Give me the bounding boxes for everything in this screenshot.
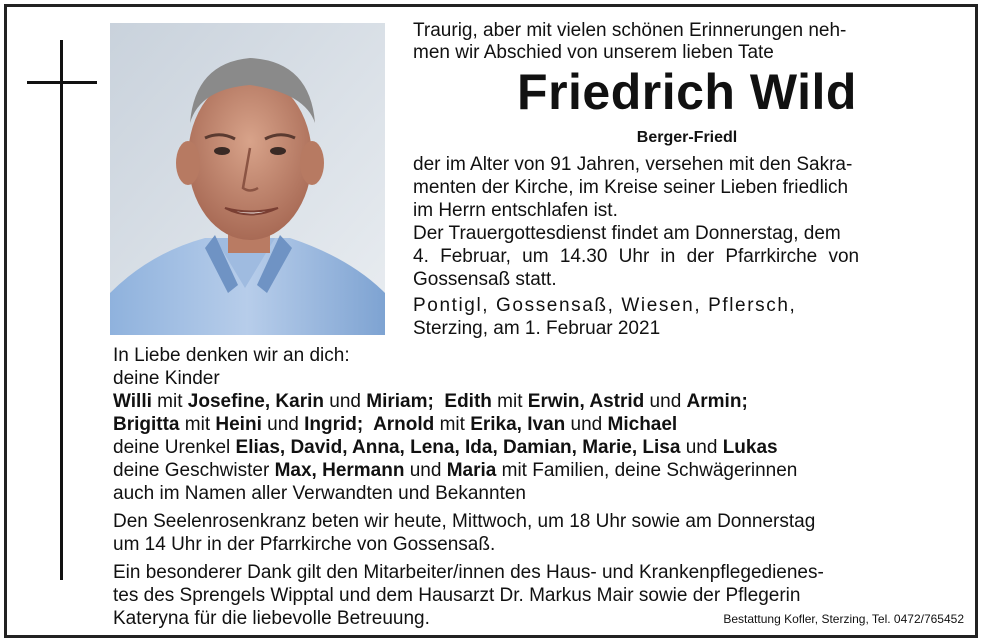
name-text: Brigitta <box>113 414 180 435</box>
thanks-line-2: tes des Sprengels Wipptal und dem Hausarzt Dr. Markus Mair sowie der Pflegerin <box>113 585 801 606</box>
name-text: Lukas <box>722 437 778 458</box>
name-text: Josefine, Karin <box>187 391 324 412</box>
connector-text: und <box>644 391 687 412</box>
body-line-1: der im Alter von 91 Jahren, versehen mit den Sakra- <box>413 154 853 175</box>
siblings-row <box>113 459 797 482</box>
connector-text: mit <box>491 391 528 412</box>
name-text: Michael <box>607 414 678 435</box>
cross-icon <box>60 40 63 580</box>
connector-text: und <box>324 391 367 412</box>
intro-line-2: men wir Abschied von unserem lieben Tate <box>413 42 774 63</box>
thanks-line-3: Kateryna für die liebevolle Betreuung. <box>113 608 430 629</box>
deceased-name: Friedrich Wild <box>517 64 857 120</box>
name-text: Maria <box>446 460 497 481</box>
name-text: Erika, Ivan <box>470 414 566 435</box>
rosary-line-1: Den Seelenrosenkranz beten wir heute, Mittwoch, um 18 Uhr sowie am Donnerstag <box>113 511 816 532</box>
kinder-label: deine Kinder <box>113 368 220 389</box>
name-text: Elias, David, Anna, Lena, Ida, Damian, Marie, Lisa <box>235 437 681 458</box>
portrait-photo <box>110 23 385 335</box>
connector-text: deine Urenkel <box>113 437 236 458</box>
name-text: Arnold <box>363 414 435 435</box>
body-line-5: 4. Februar, um 14.30 Uhr in der Pfarrkirche von <box>413 246 860 267</box>
great-grandchildren-row <box>113 436 778 459</box>
rosary-line-2: um 14 Uhr in der Pfarrkirche von Gossensaß. <box>113 534 496 555</box>
relatives-line: auch im Namen aller Verwandten und Bekannten <box>113 483 526 504</box>
name-text: Erwin, Astrid <box>527 391 645 412</box>
deceased-nickname: Berger-Friedl <box>636 129 738 146</box>
cross-icon-bar <box>27 81 97 84</box>
date-line: Sterzing, am 1. Februar 2021 <box>413 318 661 339</box>
connector-text: und <box>680 437 723 458</box>
name-text: Willi <box>113 391 152 412</box>
body-line-2: menten der Kirche, im Kreise seiner Lieben friedlich <box>413 177 849 198</box>
family-row-1 <box>113 390 748 413</box>
body-line-4: Der Trauergottesdienst findet am Donnerstag, dem <box>413 223 841 244</box>
connector-text: und <box>565 414 608 435</box>
name-text: Miriam; <box>366 391 434 412</box>
family-intro: In Liebe denken wir an dich: <box>113 345 350 366</box>
name-text: Ingrid; <box>304 414 364 435</box>
name-text: Heini <box>215 414 262 435</box>
body-line-6: Gossensaß statt. <box>413 269 557 290</box>
connector-text: mit <box>179 414 216 435</box>
body-line-3: im Herrn entschlafen ist. <box>413 200 618 221</box>
connector-text: mit <box>151 391 188 412</box>
family-row-2 <box>113 413 677 436</box>
connector-text: und <box>261 414 305 435</box>
funeral-home-footer: Bestattung Kofler, Sterzing, Tel. 0472/765452 <box>723 612 964 626</box>
connector-text: mit <box>434 414 471 435</box>
connector-text: mit Familien, deine Schwägerinnen <box>496 460 798 481</box>
name-text: Max, Hermann <box>274 460 405 481</box>
connector-text: deine Geschwister <box>113 460 275 481</box>
name-text: Armin; <box>686 391 748 412</box>
connector-text: und <box>404 460 447 481</box>
places-line: Pontigl, Gossensaß, Wiesen, Pflersch, <box>413 295 797 316</box>
name-text: Edith <box>433 391 492 412</box>
intro-line-1: Traurig, aber mit vielen schönen Erinnerungen neh- <box>413 20 847 41</box>
thanks-line-1: Ein besonderer Dank gilt den Mitarbeiter/innen des Haus- und Krankenpflegedienes- <box>113 562 824 583</box>
